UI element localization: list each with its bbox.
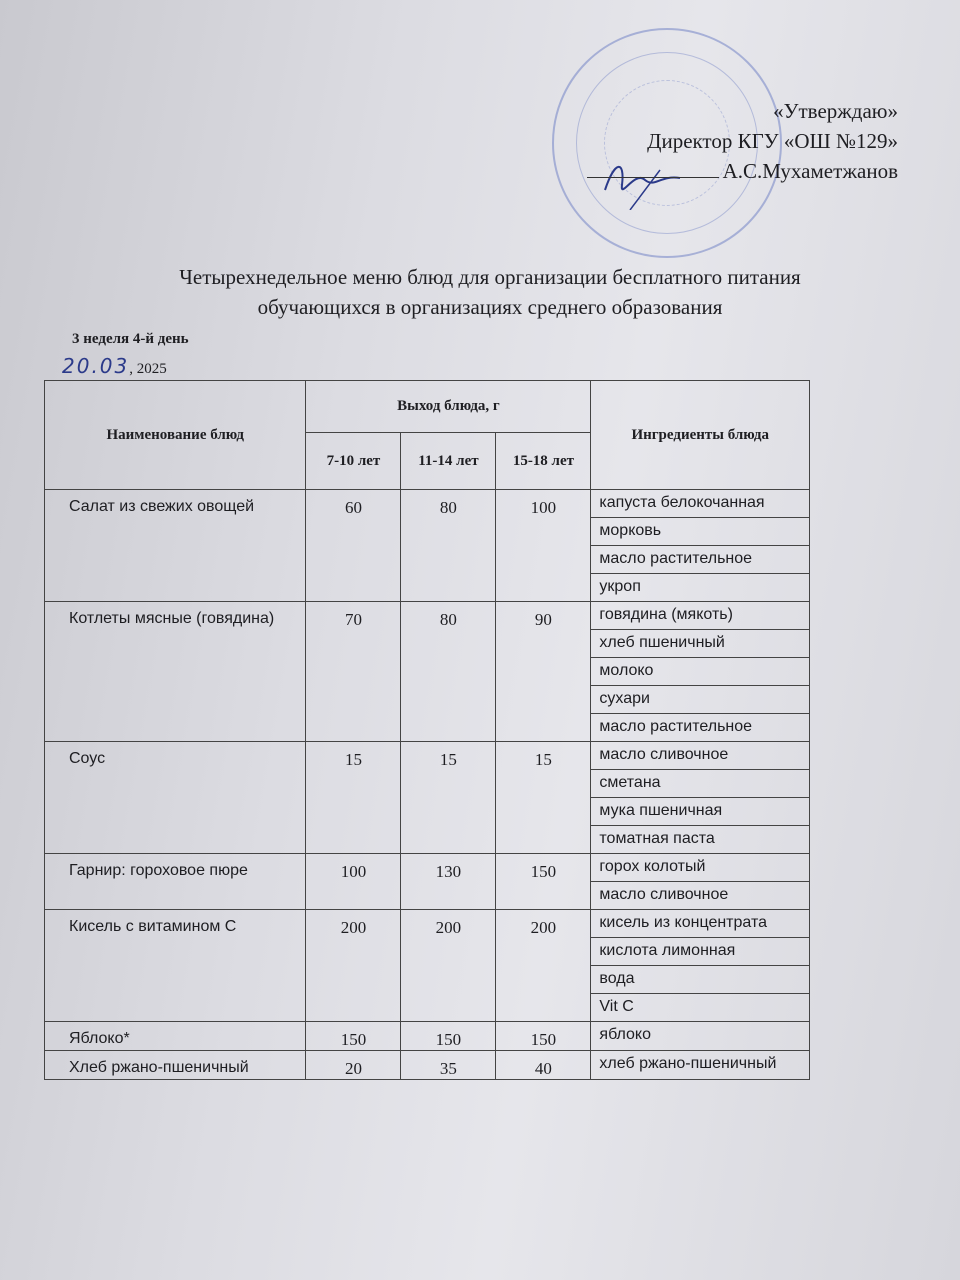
ingredient: сухари [591, 686, 810, 714]
ingredient: горох колотый [591, 854, 810, 882]
yield-15-18: 40 [496, 1051, 591, 1080]
yield-7-10: 100 [306, 854, 401, 910]
yield-7-10: 150 [306, 1022, 401, 1051]
ingredient: вода [591, 966, 810, 994]
date-year: , 2025 [129, 361, 167, 377]
yield-11-14: 15 [401, 742, 496, 854]
table-row [45, 1022, 810, 1051]
dish-name: Салат из свежих овощей [45, 490, 306, 602]
yield-15-18: 100 [496, 490, 591, 602]
yield-7-10: 200 [306, 910, 401, 1022]
handwritten-date: 20.03 [62, 354, 130, 378]
dish-name: Котлеты мясные (говядина) [45, 602, 306, 742]
title-line-2: обучающихся в организациях среднего образования [257, 295, 723, 319]
ingredient: хлеб ржано-пшеничный [591, 1051, 810, 1080]
title-line-1: Четырехнедельное меню блюд для организации бесплатного питания [179, 265, 801, 289]
yield-11-14: 200 [401, 910, 496, 1022]
ingredient: масло растительное [591, 546, 810, 574]
ingredient: укроп [591, 574, 810, 602]
yield-11-14: 35 [401, 1051, 496, 1080]
dish-name: Гарнир: гороховое пюре [45, 854, 306, 910]
header-age-7-10: 7-10 лет [306, 433, 401, 490]
header-dish-name: Наименование блюд [45, 381, 306, 490]
ingredient: молоко [591, 658, 810, 686]
table-row [45, 1051, 810, 1080]
table-row [45, 854, 810, 882]
week-day-label: 3 неделя 4-й день [72, 331, 189, 347]
ingredient: хлеб пшеничный [591, 630, 810, 658]
ingredient: масло сливочное [591, 882, 810, 910]
yield-7-10: 70 [306, 602, 401, 742]
yield-15-18: 150 [496, 854, 591, 910]
yield-15-18: 15 [496, 742, 591, 854]
dish-name: Кисель с витамином С [45, 910, 306, 1022]
ingredient: масло растительное [591, 714, 810, 742]
ingredient: кисель из концентрата [591, 910, 810, 938]
approval-block [587, 96, 898, 186]
ingredient: мука пшеничная [591, 798, 810, 826]
yield-15-18: 150 [496, 1022, 591, 1051]
ingredient: масло сливочное [591, 742, 810, 770]
dish-name: Яблоко* [45, 1022, 306, 1051]
table-row [45, 910, 810, 938]
table-row [45, 490, 810, 518]
ingredient: капуста белокочанная [591, 490, 810, 518]
director-title: Директор КГУ «ОШ №129» [647, 129, 898, 153]
ingredient: яблоко [591, 1022, 810, 1051]
yield-15-18: 200 [496, 910, 591, 1022]
header-yield: Выход блюда, г [306, 381, 591, 433]
ingredient: кислота лимонная [591, 938, 810, 966]
yield-11-14: 150 [401, 1022, 496, 1051]
yield-15-18: 90 [496, 602, 591, 742]
menu-body [45, 490, 810, 1080]
approval-label: «Утверждаю» [773, 99, 898, 123]
dish-name: Соус [45, 742, 306, 854]
signature-line [587, 177, 719, 178]
header-ingredients: Ингредиенты блюда [591, 381, 810, 490]
yield-7-10: 20 [306, 1051, 401, 1080]
table-row [45, 602, 810, 630]
document-date [62, 354, 167, 378]
document-title [0, 262, 960, 322]
yield-7-10: 60 [306, 490, 401, 602]
yield-7-10: 15 [306, 742, 401, 854]
yield-11-14: 80 [401, 490, 496, 602]
dish-name: Хлеб ржано-пшеничный [45, 1051, 306, 1080]
ingredient: сметана [591, 770, 810, 798]
ingredient: Vit C [591, 994, 810, 1022]
ingredient: томатная паста [591, 826, 810, 854]
header-age-15-18: 15-18 лет [496, 433, 591, 490]
menu-table [44, 380, 810, 1080]
yield-11-14: 80 [401, 602, 496, 742]
header-age-11-14: 11-14 лет [401, 433, 496, 490]
table-row [45, 742, 810, 770]
ingredient: морковь [591, 518, 810, 546]
yield-11-14: 130 [401, 854, 496, 910]
ingredient: говядина (мякоть) [591, 602, 810, 630]
director-name: А.С.Мухаметжанов [722, 159, 898, 183]
